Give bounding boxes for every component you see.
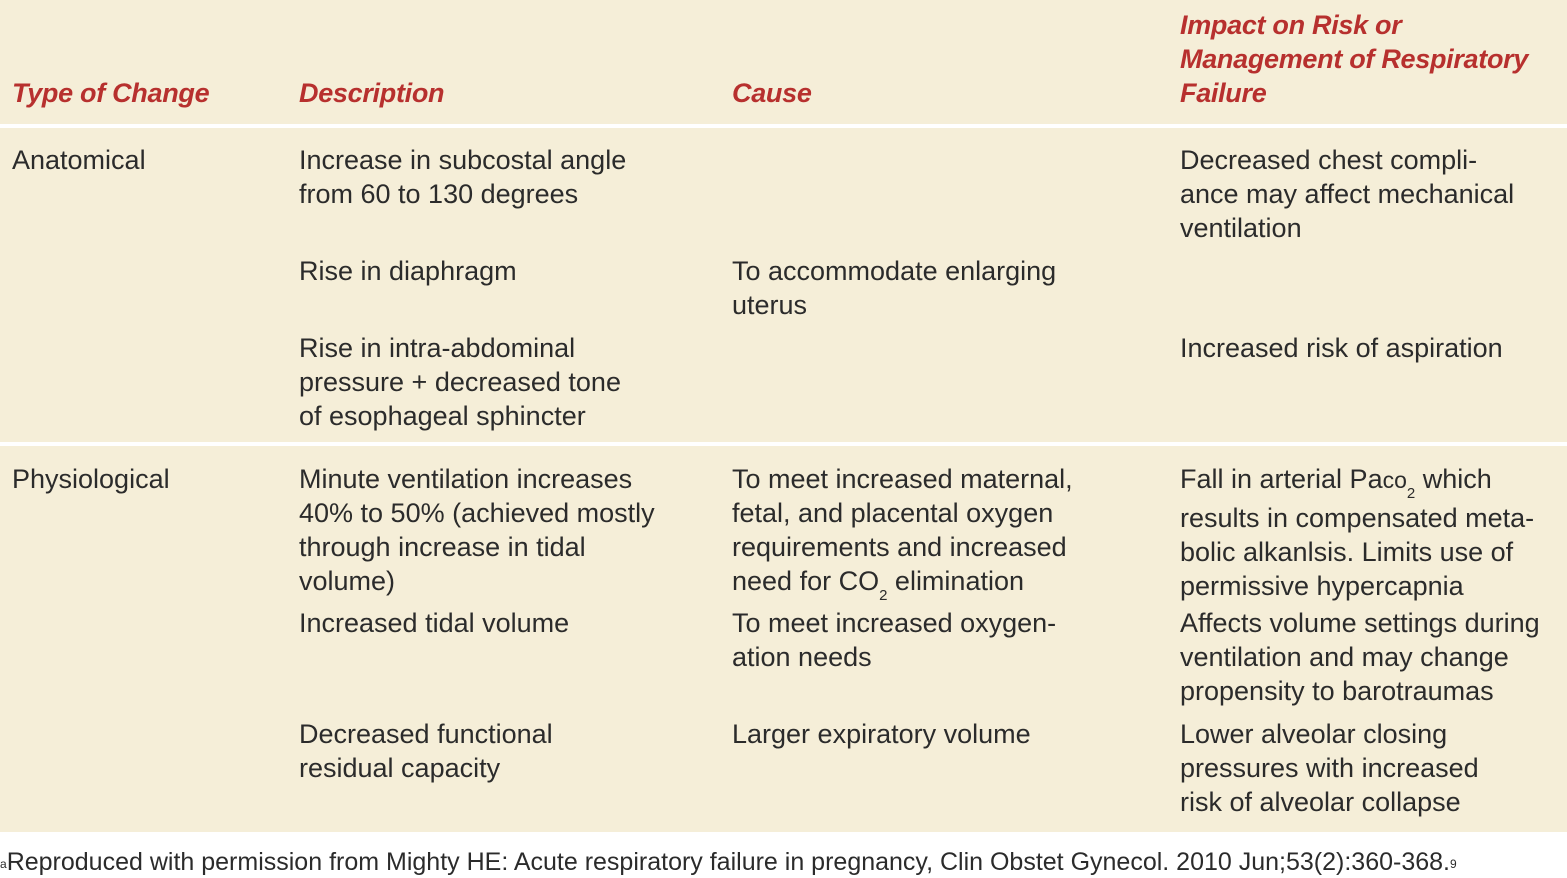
table-footnote — [0, 846, 1567, 878]
footnote-marker: a — [0, 857, 7, 871]
physiological-row3-impact: Lower alveolar closing pressures with increased risk of alveolar collapse — [1180, 719, 1479, 817]
impact-text: Fall in arterial Pa — [1180, 464, 1383, 494]
anatomical-row1-impact: Decreased chest compli- ance may affect mechanical ventilation — [1180, 145, 1515, 243]
anatomical-row2-description: Rise in diaphragm — [299, 256, 517, 286]
cause-line-co2 — [732, 564, 1162, 603]
impact-co: co — [1382, 467, 1407, 493]
impact-text: which — [1415, 464, 1492, 494]
header-cause: Cause — [732, 78, 812, 108]
physiological-row2-impact: Affects volume settings during ventilation and may change propensity to barotraumas — [1180, 608, 1540, 706]
physiological-row2-description: Increased tidal volume — [299, 608, 570, 638]
header-divider — [0, 124, 1567, 128]
physiological-row2-cause: To meet increased oxygen- ation needs — [732, 608, 1057, 672]
header-type-of-change: Type of Change — [12, 78, 210, 108]
cause-text: need for CO — [732, 566, 880, 596]
anatomical-row3-description: Rise in intra-abdominal pressure + decreased tone of esophageal sphincter — [299, 333, 621, 431]
cause-line: requirements and increased — [732, 532, 1067, 562]
header-impact: Impact on Risk or Management of Respiratory Failure — [1180, 10, 1529, 108]
group-label-anatomical: Anatomical — [12, 145, 146, 175]
cause-line: To meet increased maternal, — [732, 464, 1073, 494]
cause-text: elimination — [887, 566, 1024, 596]
physiological-row1-description: Minute ventilation increases 40% to 50% (achieved mostly through increase in tidal volume) — [299, 464, 655, 596]
group-label-physiological: Physiological — [12, 464, 170, 494]
header-description: Description — [299, 78, 445, 108]
impact-line-paco2 — [1180, 462, 1560, 501]
physiological-row3-cause: Larger expiratory volume — [732, 719, 1031, 749]
table-header — [0, 0, 1567, 124]
footnote-text: Reproduced with permission from Mighty HE: Acute respiratory failure in pregnancy, Clin Obstet Gynecol. 2010 Jun;53(2):360-368. — [6, 848, 1450, 876]
group-divider — [0, 442, 1567, 446]
physiological-row1-cause — [732, 462, 1162, 603]
anatomical-row2-cause: To accommodate enlarging uterus — [732, 256, 1057, 320]
footnote-reference: 9 — [1450, 857, 1457, 871]
subscript: 2 — [879, 587, 888, 604]
cause-line: fetal, and placental oxygen — [732, 498, 1054, 528]
physiological-row3-description: Decreased functional residual capacity — [299, 719, 553, 783]
subscript: 2 — [1406, 485, 1416, 502]
anatomical-row3-impact: Increased risk of aspiration — [1180, 333, 1503, 363]
physiological-row1-impact — [1180, 462, 1560, 603]
impact-rest: results in compensated meta- bolic alkanlsis. Limits use of permissive hypercapnia — [1180, 503, 1535, 601]
anatomical-row1-description: Increase in subcostal angle from 60 to 130 degrees — [299, 145, 627, 209]
